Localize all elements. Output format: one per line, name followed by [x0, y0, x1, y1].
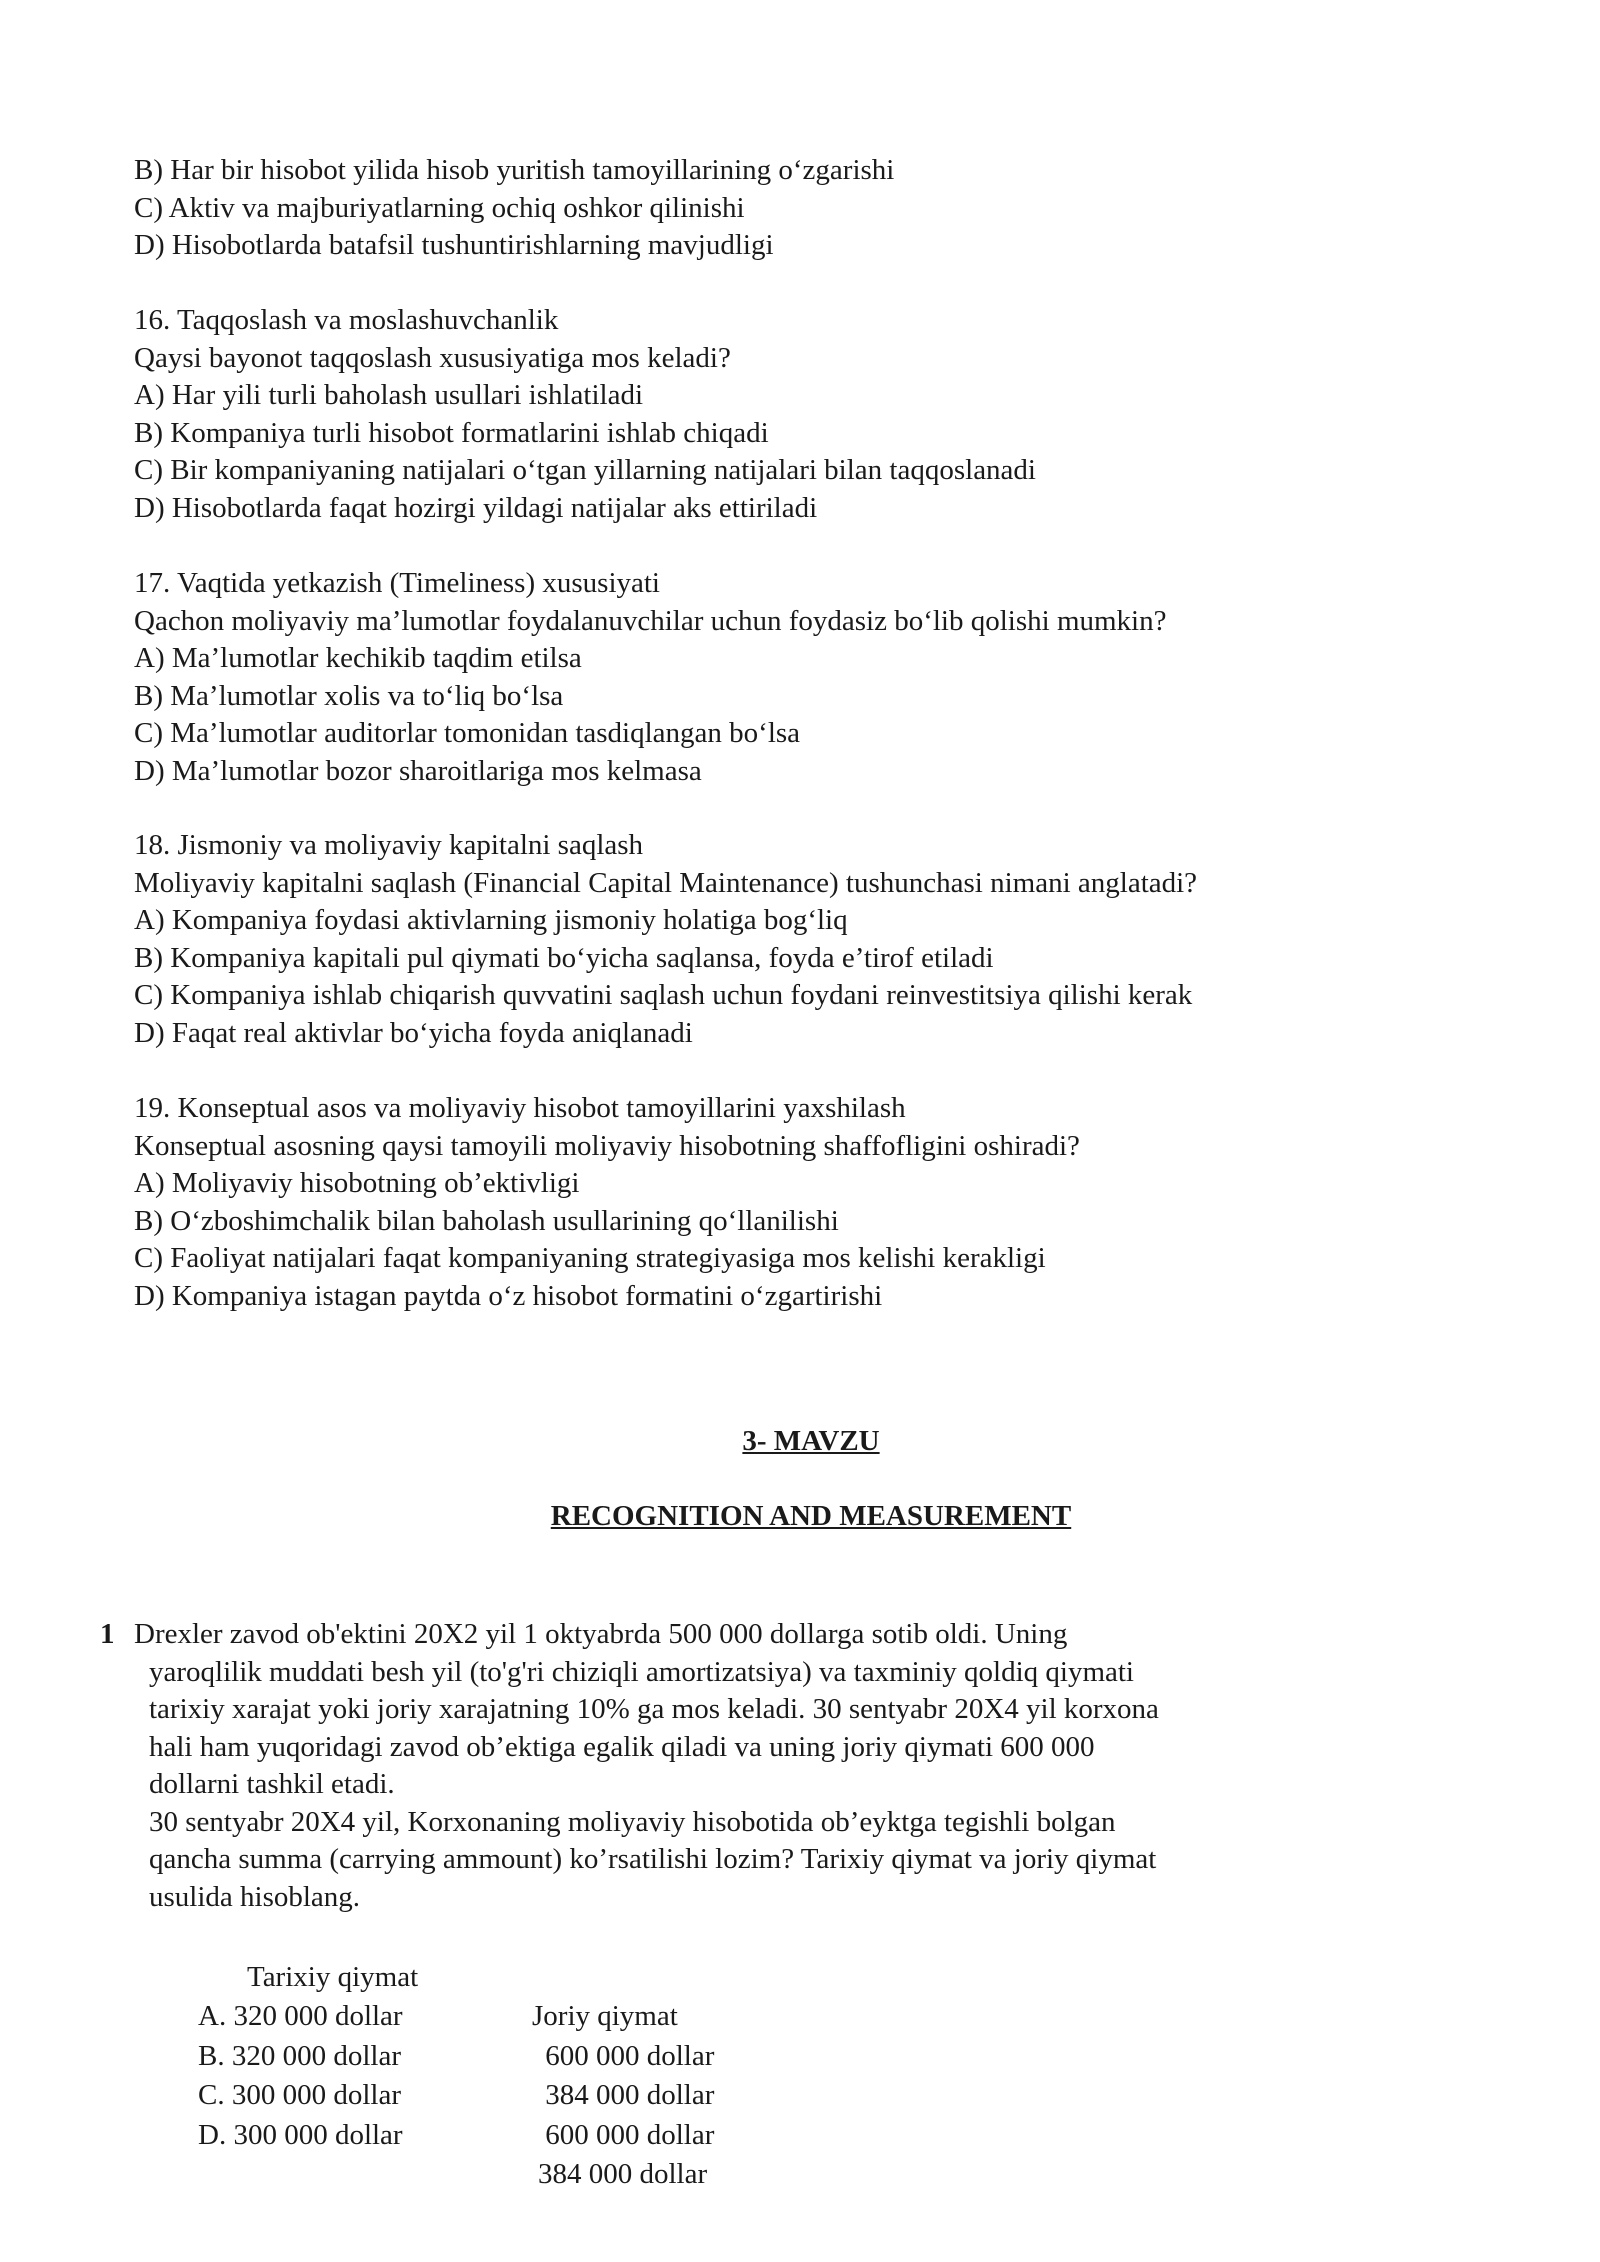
question-text: Konseptual asosning qaysi tamoyili moliyaviy hisobotning shaffofligini oshiradi?: [134, 1129, 1080, 1162]
option-d: D) Ma’lumotlar bozor sharoitlariga mos kelmasa: [134, 754, 702, 787]
problem-line: Drexler zavod ob'ektini 20X2 yil 1 oktyabrda 500 000 dollarga sotib oldi. Uning: [134, 1618, 1068, 1650]
problem-line: dollarni tashkil etadi.: [149, 1768, 395, 1800]
question-19: [134, 1090, 1434, 1315]
problem-line: yaroqlilik muddati besh yil (to'g'ri chiziqli amortizatsiya) va taxminiy qoldiq qiymati: [149, 1655, 1134, 1688]
previous-question-options: [134, 152, 1434, 265]
question-text: Qaysi bayonot taqqoslash xususiyatiga mos keladi?: [134, 341, 731, 374]
option-b: B) Har bir hisobot yilida hisob yuritish tamoyillarining o‘zgarishi: [134, 154, 895, 186]
option-d: D) Hisobotlarda faqat hozirgi yildagi natijalar aks ettiriladi: [134, 491, 818, 524]
problem-line: tarixiy xarajat yoki joriy xarajatning 10% ga mos keladi. 30 sentyabr 20X4 yil korxona: [149, 1693, 1159, 1725]
option-b: B) Kompaniya turli hisobot formatlarini ishlab chiqadi: [134, 416, 769, 449]
current-value: 384 000 dollar: [538, 2158, 708, 2190]
question-17: [134, 565, 1434, 790]
historical-value: A. 320 000 dollar: [198, 2000, 403, 2032]
header-current: Joriy qiymat: [532, 2000, 678, 2032]
question-text: Moliyaviy kapitalni saqlash (Financial Capital Maintenance) tushunchasi nimani anglatadi?: [134, 866, 1198, 899]
historical-value: C. 300 000 dollar: [198, 2079, 401, 2111]
option-a: A) Har yili turli baholash usullari ishlatiladi: [134, 379, 644, 411]
option-b: B) O‘zboshimchalik bilan baholash usullarining qo‘llanilishi: [134, 1204, 839, 1237]
problem-1-text: [134, 1616, 1434, 1916]
section-title: RECOGNITION AND MEASUREMENT: [550, 1500, 1072, 1532]
option-d: D) Faqat real aktivlar bo‘yicha foyda aniqlanadi: [134, 1016, 693, 1049]
option-a: A) Moliyaviy hisobotning ob’ektivligi: [134, 1167, 580, 1199]
question-title: 16. Taqqoslash va moslashuvchanlik: [134, 304, 559, 336]
current-value: 600 000 dollar: [538, 2118, 715, 2151]
problem-line: usulida hisoblang.: [149, 1880, 361, 1913]
historical-value: B. 320 000 dollar: [198, 2039, 401, 2072]
current-value: 384 000 dollar: [538, 2079, 715, 2111]
question-18: [134, 827, 1434, 1052]
current-value: 600 000 dollar: [538, 2039, 715, 2072]
question-title: 17. Vaqtida yetkazish (Timeliness) xususiyati: [134, 567, 660, 599]
question-title: 19. Konseptual asos va moliyaviy hisobot tamoyillarini yaxshilash: [134, 1092, 906, 1124]
question-text: Qachon moliyaviy ma’lumotlar foydalanuvchilar uchun foydasiz bo‘lib qolishi mumkin?: [134, 604, 1167, 637]
problem-line: qancha summa (carrying ammount) ko’rsatilishi lozim? Tarixiy qiymat va joriy qiymat: [149, 1843, 1157, 1875]
historical-value: D. 300 000 dollar: [198, 2118, 403, 2151]
option-c: C) Bir kompaniyaning natijalari o‘tgan yillarning natijalari bilan taqqoslanadi: [134, 454, 1036, 486]
option-b: B) Ma’lumotlar xolis va to‘liq bo‘lsa: [134, 679, 564, 712]
problem-line: 30 sentyabr 20X4 yil, Korxonaning moliyaviy hisobotida ob’eyktga tegishli bolgan: [149, 1805, 1116, 1838]
option-c: C) Ma’lumotlar auditorlar tomonidan tasdiqlangan bo‘lsa: [134, 717, 801, 749]
topic-heading: 3- MAVZU: [742, 1425, 880, 1457]
option-b: B) Kompaniya kapitali pul qiymati bo‘yicha saqlansa, foyda e’tirof etiladi: [134, 941, 994, 974]
problem-line: hali ham yuqoridagi zavod ob’ektiga egalik qiladi va uning joriy qiymati 600 000: [149, 1730, 1095, 1763]
option-a: A) Kompaniya foydasi aktivlarning jismoniy holatiga bog‘liq: [134, 904, 848, 936]
question-16: [134, 302, 1434, 527]
option-d: D) Hisobotlarda batafsil tushuntirishlarning mavjudligi: [134, 229, 774, 261]
option-a: A) Ma’lumotlar kechikib taqdim etilsa: [134, 642, 582, 674]
option-c: C) Aktiv va majburiyatlarning ochiq oshkor qilinishi: [134, 191, 745, 224]
option-c: C) Faoliyat natijalari faqat kompaniyaning strategiyasiga mos kelishi kerakligi: [134, 1242, 1046, 1274]
option-d: D) Kompaniya istagan paytda o‘z hisobot formatini o‘zgartirishi: [134, 1279, 883, 1312]
question-title: 18. Jismoniy va moliyaviy kapitalni saqlash: [134, 829, 644, 861]
answer-options-table: [198, 1918, 715, 2190]
header-historical: Tarixiy qiymat: [247, 1960, 419, 1993]
option-c: C) Kompaniya ishlab chiqarish quvvatini saqlash uchun foydani reinvestitsiya qilishi kerak: [134, 979, 1193, 1011]
problem-number: 1: [100, 1618, 115, 1650]
